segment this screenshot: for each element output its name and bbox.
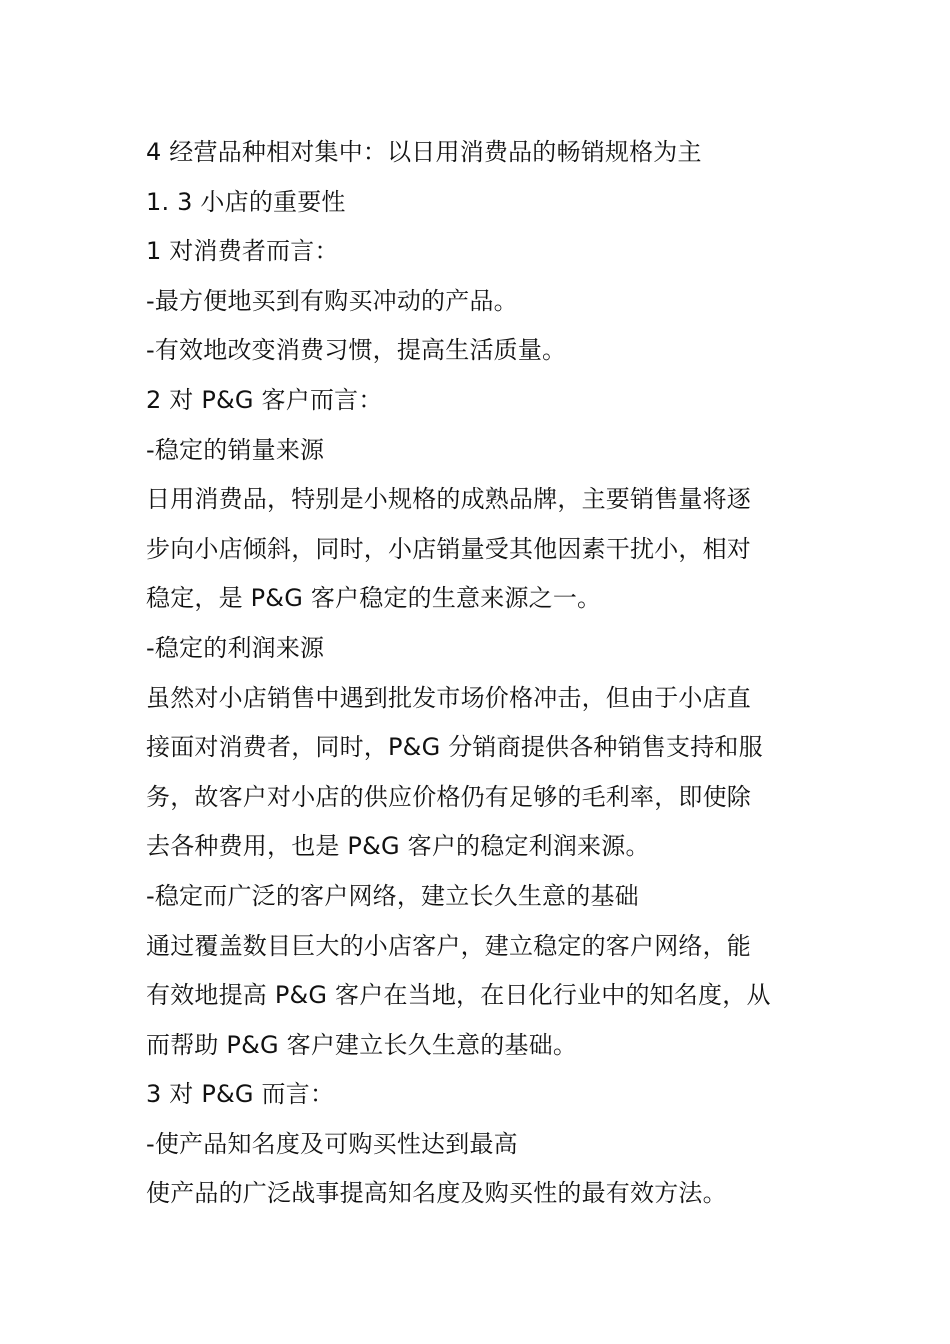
list-item-product-concentration: 4 经营品种相对集中：以日用消费品的畅销规格为主 [146,138,702,166]
paragraph-sales-line-1: 日用消费品，特别是小规格的成熟品牌，主要销售量将逐 [146,485,751,514]
bullet-convenient-purchase: -最方便地买到有购买冲动的产品。 [146,286,518,315]
bullet-stable-sales-source: -稳定的销量来源 [146,435,325,464]
paragraph-network-line-3: 而帮助 P&G 客户建立长久生意的基础。 [146,1030,578,1059]
paragraph-sales-line-2: 步向小店倾斜，同时，小店销量受其他因素干扰小，相对 [146,534,751,563]
bullet-max-awareness: -使产品知名度及可购买性达到最高 [146,1129,518,1158]
document-body [146,128,811,1219]
subheading-pg-customers: 2 对 P&G 客户而言： [146,385,383,414]
paragraph-network-line-1: 通过覆盖数目巨大的小店客户，建立稳定的客户网络，能 [146,931,751,960]
bullet-change-habits: -有效地改变消费习惯，提高生活质量。 [146,336,567,365]
paragraph-profit-line-2: 接面对消费者，同时，P&G 分销商提供各种销售支持和服 [146,733,763,762]
bullet-stable-profit-source: -稳定的利润来源 [146,633,325,662]
paragraph-sales-line-3: 稳定，是 P&G 客户稳定的生意来源之一。 [146,584,602,613]
bullet-customer-network: -稳定而广泛的客户网络，建立长久生意的基础 [146,881,639,910]
subheading-pg: 3 对 P&G 而言： [146,1080,335,1109]
section-heading-importance: 1. 3 小店的重要性 [146,187,346,216]
paragraph-profit-line-3: 务，故客户对小店的供应价格仍有足够的毛利率，即使除 [146,782,751,811]
paragraph-network-line-2: 有效地提高 P&G 客户在当地，在日化行业中的知名度，从 [146,981,771,1010]
paragraph-profit-line-1: 虽然对小店销售中遇到批发市场价格冲击，但由于小店直 [146,683,751,712]
subheading-consumers: 1 对消费者而言： [146,237,339,266]
paragraph-most-effective-method: 使产品的广泛战事提高知名度及购买性的最有效方法。 [146,1179,727,1208]
paragraph-profit-line-4: 去各种费用，也是 P&G 客户的稳定利润来源。 [146,832,650,861]
